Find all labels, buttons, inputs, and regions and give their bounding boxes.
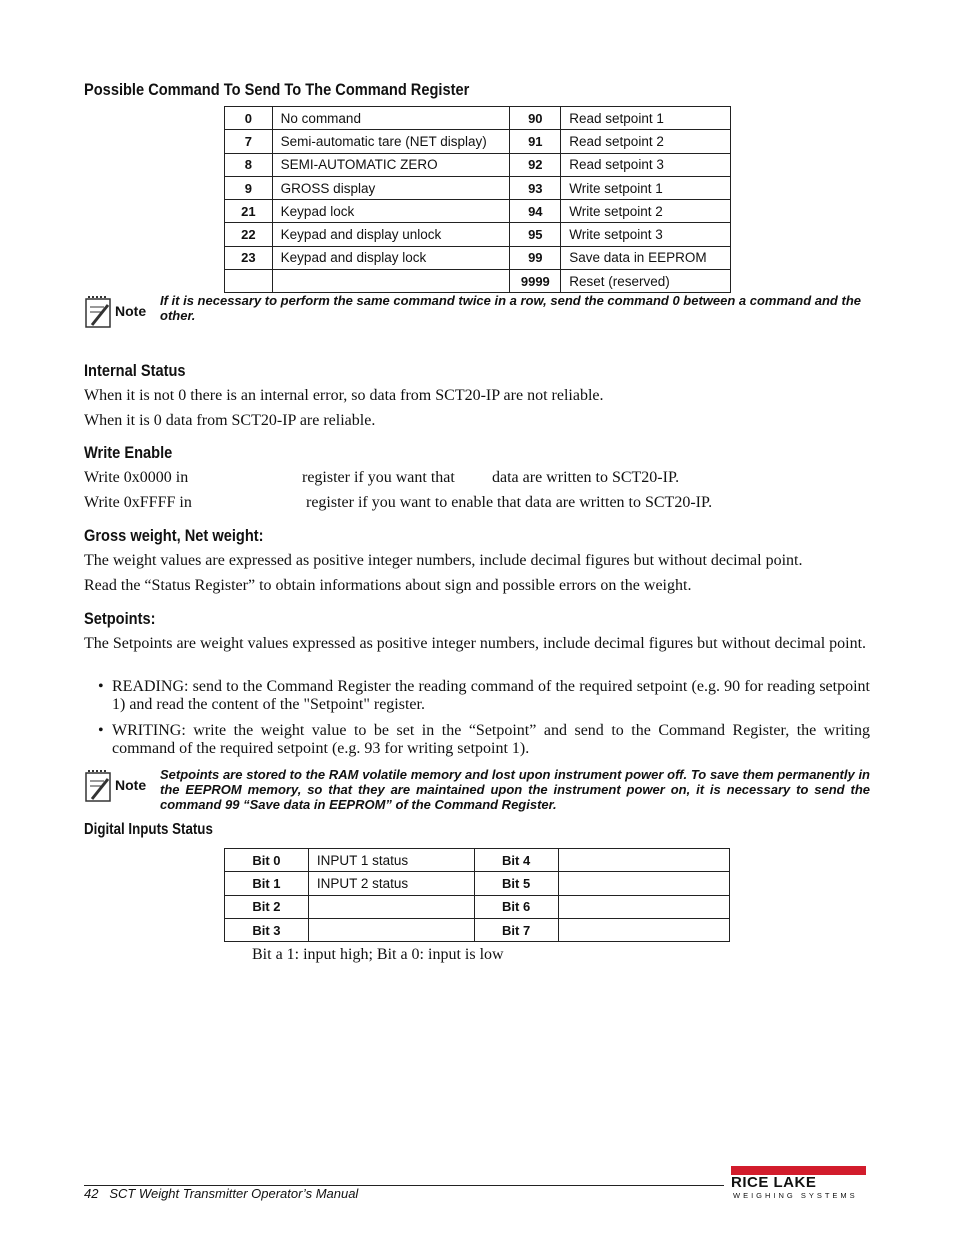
bit-label: Bit 2	[225, 895, 309, 918]
bullet-1-marker: •	[98, 678, 104, 695]
logo-subtext: WEIGHING SYSTEMS	[733, 1191, 858, 1200]
command-code: 91	[510, 130, 561, 153]
internal-status-heading: Internal Status	[84, 361, 186, 380]
command-description: SEMI-AUTOMATIC ZERO	[272, 153, 510, 176]
command-code: 21	[225, 200, 273, 223]
write-enable-l1a: Write 0x0000 in	[84, 469, 189, 486]
internal-status-p2: When it is 0 data from SCT20-IP are reliable.	[84, 412, 376, 429]
digital-inputs-table	[224, 848, 730, 942]
gross-net-p1: The weight values are expressed as positive integer numbers, include decimal figures but without decimal point.	[84, 552, 803, 569]
command-row	[225, 270, 731, 293]
logo-text: RICE LAKE	[731, 1174, 817, 1191]
command-code: 9999	[510, 270, 561, 293]
digital-input-row	[225, 849, 730, 872]
note-label: Note	[115, 303, 147, 319]
bullet-2-text: WRITING: write the weight value to be set in the “Setpoint” and send to the Command Register, the writing command of the required setpoint (e.g. 93 for writing setpoint 1).	[112, 722, 870, 757]
write-enable-heading: Write Enable	[84, 443, 173, 462]
bit-label: Bit 3	[225, 918, 309, 941]
note-badge	[84, 295, 148, 331]
command-description: Keypad and display unlock	[272, 223, 510, 246]
command-code: 90	[510, 107, 561, 130]
command-code: 8	[225, 153, 273, 176]
command-register-heading: Possible Command To Send To The Command Register	[84, 80, 470, 99]
command-description: Read setpoint 3	[561, 153, 731, 176]
command-description: No command	[272, 107, 510, 130]
command-description: Reset (reserved)	[561, 270, 731, 293]
digital-input-row	[225, 918, 730, 941]
write-enable-l1b: register if you want that	[302, 469, 455, 486]
manual-title: SCT Weight Transmitter Operator’s Manual	[109, 1186, 359, 1201]
note-badge-2	[84, 769, 148, 805]
command-description: Read setpoint 2	[561, 130, 731, 153]
command-code: 92	[510, 153, 561, 176]
command-description: Write setpoint 2	[561, 200, 731, 223]
digital-input-row	[225, 895, 730, 918]
command-description: Semi-automatic tare (NET display)	[272, 130, 510, 153]
command-table	[224, 106, 731, 293]
bit-description: INPUT 1 status	[308, 849, 474, 872]
bit-label: Bit 6	[474, 895, 558, 918]
note-2-text: Setpoints are stored to the RAM volatile memory and lost upon instrument power off. To save them permanently in the EEPROM memory, so that they are maintained upon the instrument power on, it is necessary to send the command 99 “Save data in EEPROM” of the Command Register.	[160, 767, 870, 812]
command-code	[225, 270, 273, 293]
command-code: 0	[225, 107, 273, 130]
digital-input-row	[225, 872, 730, 895]
command-code: 99	[510, 246, 561, 269]
write-enable-l2a: Write 0xFFFF in	[84, 494, 192, 511]
command-description: Write setpoint 1	[561, 176, 731, 199]
command-row	[225, 107, 731, 130]
command-description	[272, 270, 510, 293]
bit-description	[558, 872, 729, 895]
bit-description: INPUT 2 status	[308, 872, 474, 895]
command-code: 7	[225, 130, 273, 153]
command-row	[225, 130, 731, 153]
bit-description	[558, 895, 729, 918]
command-row	[225, 246, 731, 269]
setpoints-p1: The Setpoints are weight values expressed as positive integer numbers, include decimal figures but without decimal point.	[84, 635, 867, 652]
bit-description	[558, 918, 729, 941]
command-code: 93	[510, 176, 561, 199]
command-row	[225, 176, 731, 199]
command-description: Save data in EEPROM	[561, 246, 731, 269]
command-code: 22	[225, 223, 273, 246]
command-description: Keypad and display lock	[272, 246, 510, 269]
digital-inputs-caption: Bit a 1: input high; Bit a 0: input is low	[252, 946, 504, 963]
digital-inputs-heading: Digital Inputs Status	[84, 821, 213, 838]
command-code: 9	[225, 176, 273, 199]
command-code: 95	[510, 223, 561, 246]
page-number: 42	[84, 1186, 99, 1201]
internal-status-p1: When it is not 0 there is an internal error, so data from SCT20-IP are not reliable.	[84, 387, 604, 404]
command-description: Read setpoint 1	[561, 107, 731, 130]
bit-label: Bit 0	[225, 849, 309, 872]
bit-label: Bit 7	[474, 918, 558, 941]
bullet-1-text: READING: send to the Command Register the reading command of the required setpoint (e.g. 90 for reading setpoint 1) and read the content of the "Setpoint" register.	[112, 678, 870, 713]
gross-net-heading: Gross weight, Net weight:	[84, 526, 264, 545]
footer-text	[84, 1186, 358, 1201]
setpoints-heading: Setpoints:	[84, 609, 156, 628]
gross-net-p2: Read the “Status Register” to obtain informations about sign and possible errors on the weight.	[84, 577, 692, 594]
note-label: Note	[115, 777, 147, 793]
bit-label: Bit 4	[474, 849, 558, 872]
bit-description	[308, 895, 474, 918]
command-description: Keypad lock	[272, 200, 510, 223]
write-enable-l1c: data are written to SCT20-IP.	[492, 469, 680, 486]
command-row	[225, 153, 731, 176]
bit-description	[558, 849, 729, 872]
command-row	[225, 200, 731, 223]
bit-label: Bit 1	[225, 872, 309, 895]
command-description: Write setpoint 3	[561, 223, 731, 246]
write-enable-l2b: register if you want to enable that data are written to SCT20-IP.	[306, 494, 713, 511]
command-code: 23	[225, 246, 273, 269]
bullet-2-marker: •	[98, 722, 104, 739]
command-description: GROSS display	[272, 176, 510, 199]
bit-label: Bit 5	[474, 872, 558, 895]
bit-description	[308, 918, 474, 941]
command-row	[225, 223, 731, 246]
command-code: 94	[510, 200, 561, 223]
note-1-text: If it is necessary to perform the same command twice in a row, send the command 0 between a command and the other.	[160, 293, 861, 323]
